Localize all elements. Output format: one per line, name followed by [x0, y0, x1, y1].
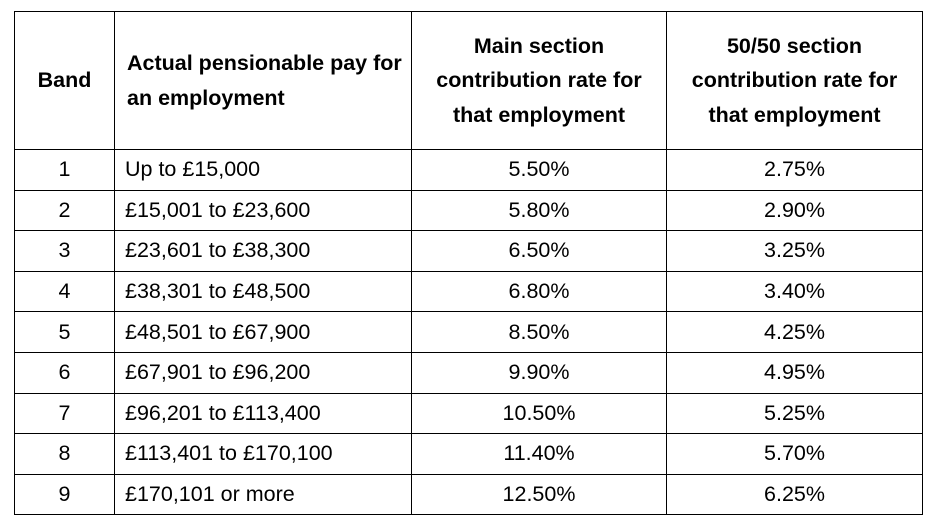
fifty-fifty-rate-cell: 2.75% [667, 150, 923, 191]
fifty-fifty-rate-cell: 5.25% [667, 393, 923, 434]
band-cell: 3 [15, 231, 115, 272]
contribution-table-container [14, 11, 923, 515]
band-cell: 9 [15, 474, 115, 515]
main-section-rate-cell: 8.50% [412, 312, 667, 353]
table-row [15, 474, 923, 515]
header-main-section-rate: Main section contribution rate for that employment [412, 12, 667, 150]
pensionable-pay-cell: Up to £15,000 [115, 150, 412, 191]
pensionable-pay-cell: £38,301 to £48,500 [115, 271, 412, 312]
main-section-rate-cell: 10.50% [412, 393, 667, 434]
table-row [15, 393, 923, 434]
band-cell: 7 [15, 393, 115, 434]
header-pensionable-pay: Actual pensionable pay for an employment [115, 12, 412, 150]
fifty-fifty-rate-cell: 4.25% [667, 312, 923, 353]
header-row [15, 12, 923, 150]
fifty-fifty-rate-cell: 3.25% [667, 231, 923, 272]
header-fifty-fifty-rate: 50/50 section contribution rate for that employment [667, 12, 923, 150]
table-row [15, 271, 923, 312]
contribution-rate-table [14, 11, 923, 515]
pensionable-pay-cell: £96,201 to £113,400 [115, 393, 412, 434]
band-cell: 5 [15, 312, 115, 353]
header-band: Band [15, 12, 115, 150]
table-row [15, 150, 923, 191]
pensionable-pay-cell: £48,501 to £67,900 [115, 312, 412, 353]
table-header [15, 12, 923, 150]
table-row [15, 434, 923, 475]
band-cell: 2 [15, 190, 115, 231]
table-row [15, 312, 923, 353]
band-cell: 4 [15, 271, 115, 312]
pensionable-pay-cell: £67,901 to £96,200 [115, 352, 412, 393]
band-cell: 6 [15, 352, 115, 393]
fifty-fifty-rate-cell: 2.90% [667, 190, 923, 231]
main-section-rate-cell: 5.80% [412, 190, 667, 231]
main-section-rate-cell: 12.50% [412, 474, 667, 515]
fifty-fifty-rate-cell: 6.25% [667, 474, 923, 515]
fifty-fifty-rate-cell: 3.40% [667, 271, 923, 312]
main-section-rate-cell: 6.50% [412, 231, 667, 272]
fifty-fifty-rate-cell: 4.95% [667, 352, 923, 393]
pensionable-pay-cell: £15,001 to £23,600 [115, 190, 412, 231]
main-section-rate-cell: 5.50% [412, 150, 667, 191]
main-section-rate-cell: 9.90% [412, 352, 667, 393]
main-section-rate-cell: 11.40% [412, 434, 667, 475]
pensionable-pay-cell: £170,101 or more [115, 474, 412, 515]
fifty-fifty-rate-cell: 5.70% [667, 434, 923, 475]
table-row [15, 352, 923, 393]
pensionable-pay-cell: £113,401 to £170,100 [115, 434, 412, 475]
table-row [15, 190, 923, 231]
pensionable-pay-cell: £23,601 to £38,300 [115, 231, 412, 272]
band-cell: 1 [15, 150, 115, 191]
table-body [15, 150, 923, 515]
table-row [15, 231, 923, 272]
main-section-rate-cell: 6.80% [412, 271, 667, 312]
band-cell: 8 [15, 434, 115, 475]
